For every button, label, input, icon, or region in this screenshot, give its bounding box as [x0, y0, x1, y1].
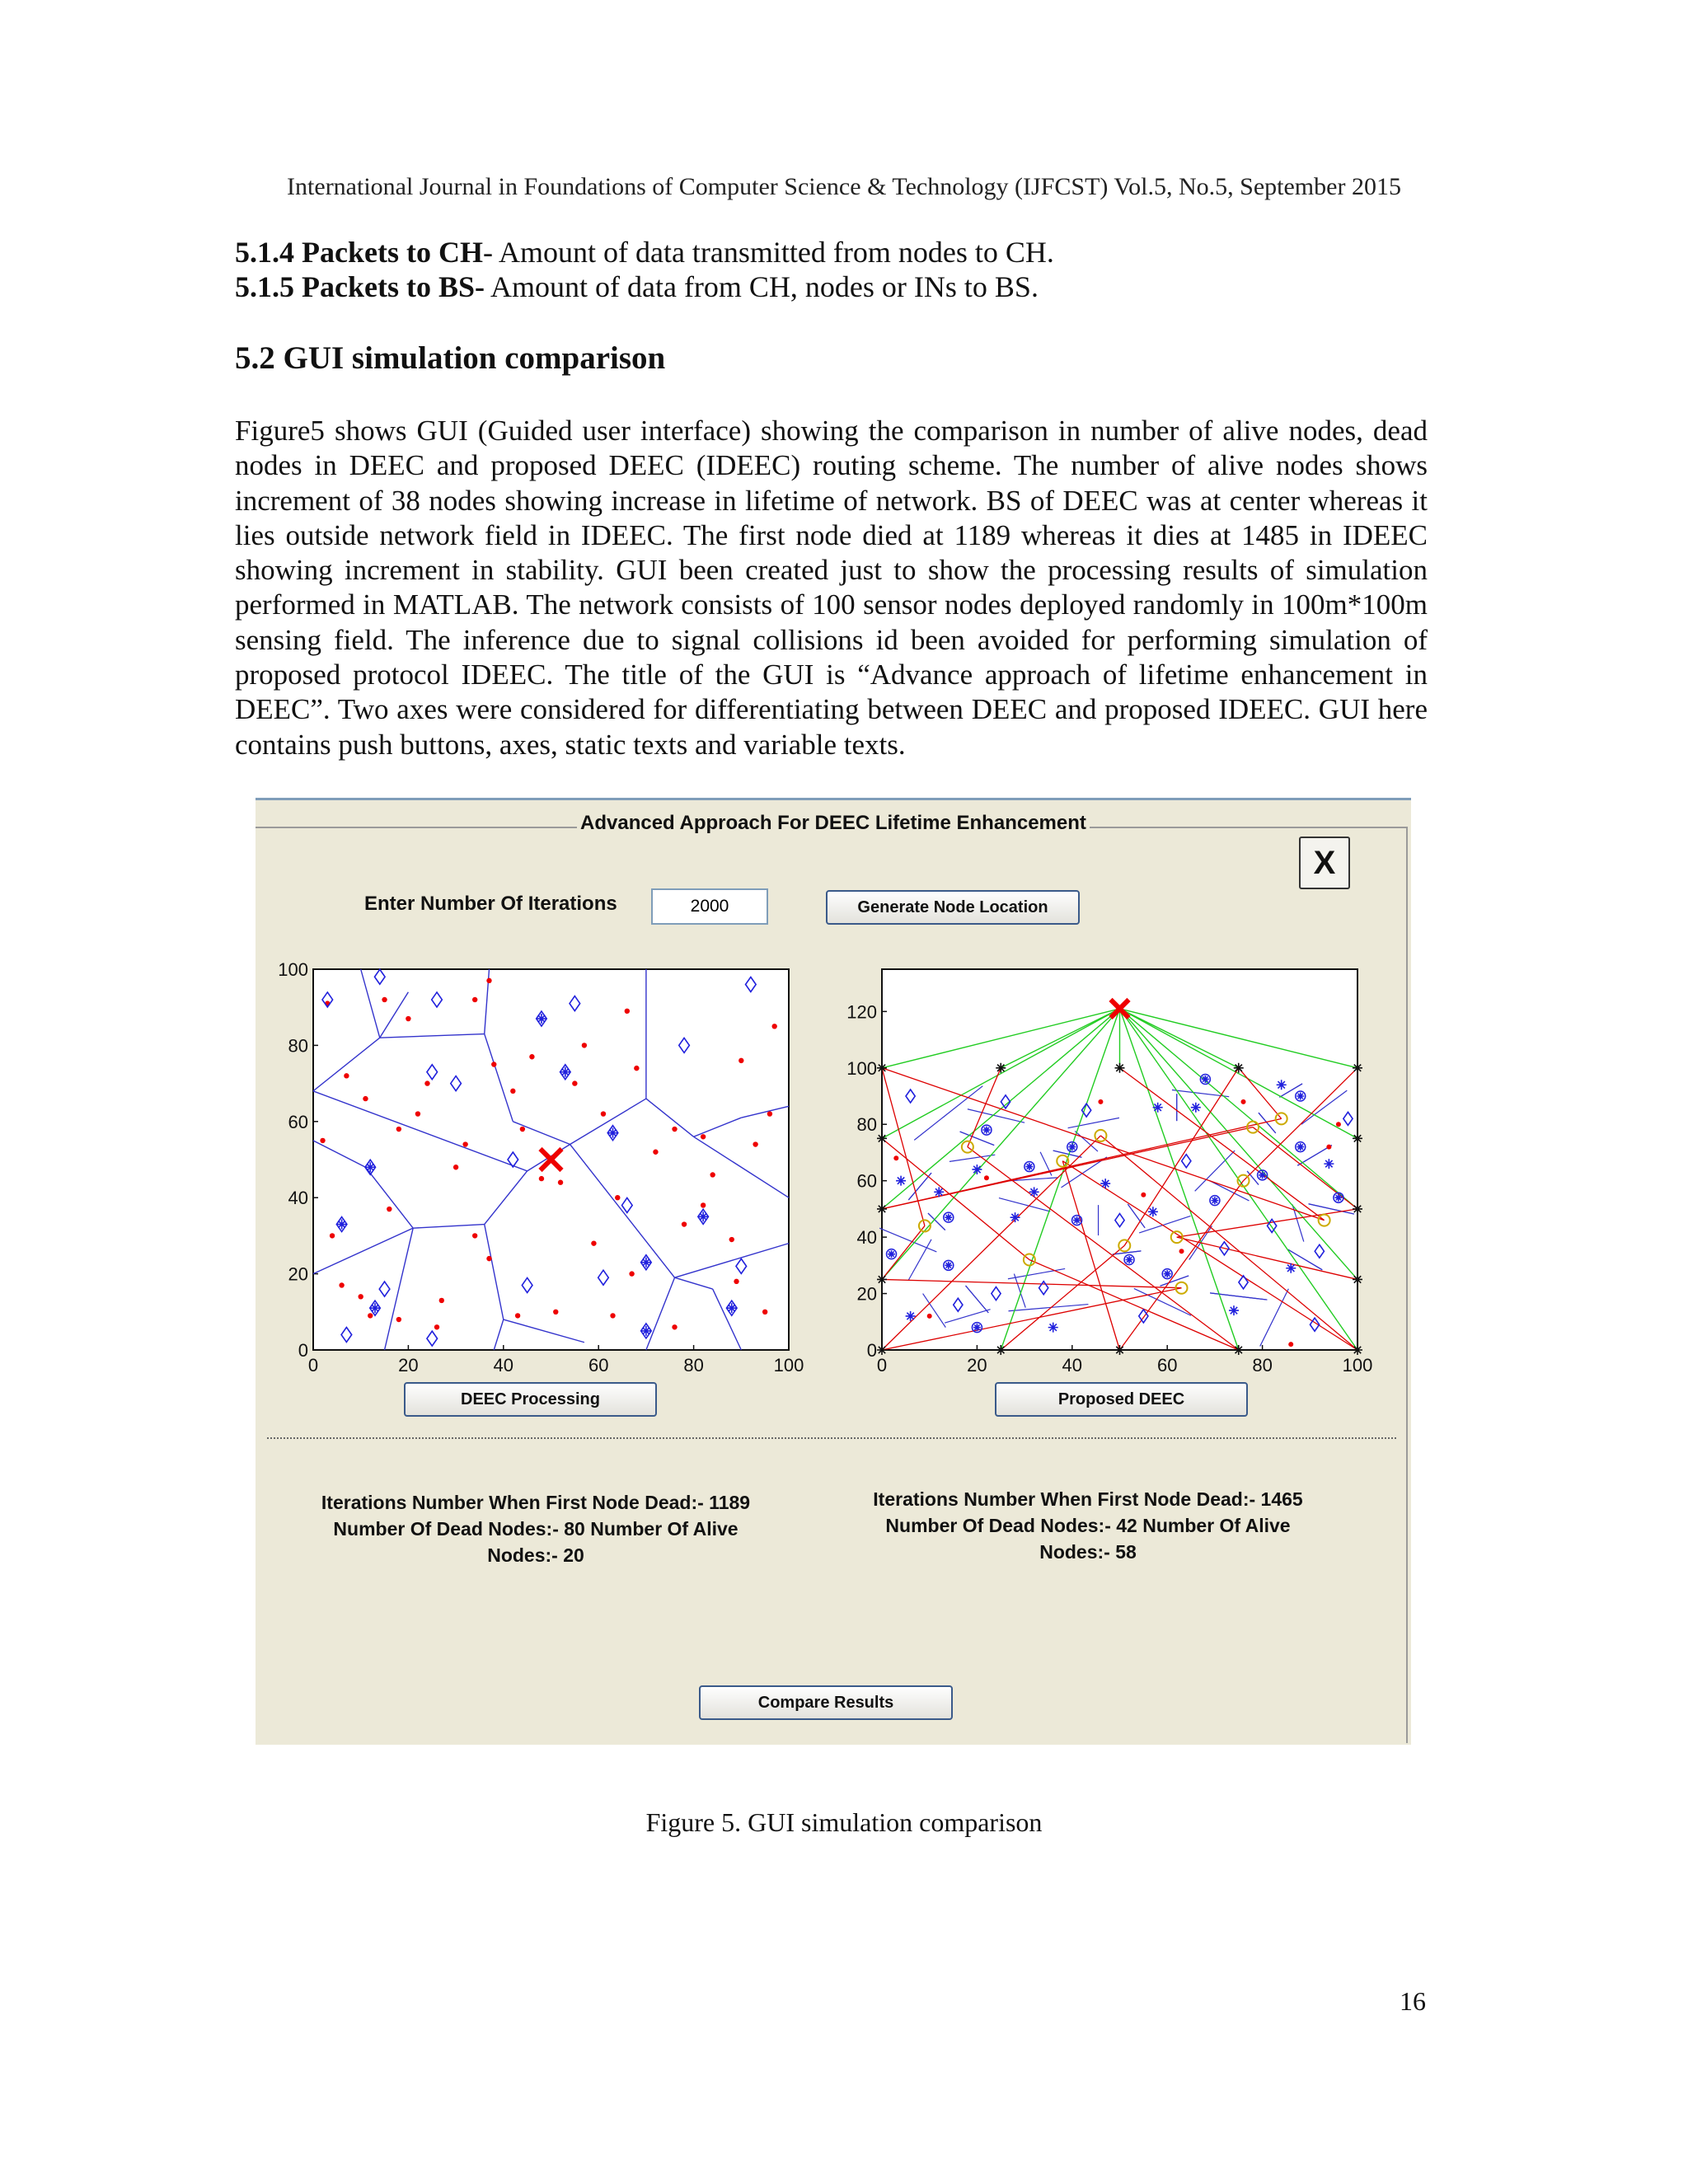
alive-node	[1048, 1323, 1058, 1333]
dead-node	[486, 978, 491, 983]
dead-node	[610, 1313, 615, 1318]
dead-node	[558, 1180, 563, 1185]
x-tick-label: 60	[588, 1355, 609, 1376]
subsection-packets-to-bs	[235, 269, 1039, 304]
journal-header: International Journal in Foundations of Computer Science & Technology (IJFCST) Vol.5, No.5, September 2015	[287, 173, 1401, 200]
dead-node	[368, 1313, 373, 1318]
intermediate-node	[877, 1345, 887, 1355]
dead-node	[515, 1313, 520, 1318]
dead-node	[701, 1202, 706, 1207]
intermediate-node	[877, 1063, 887, 1073]
dead-node	[734, 1279, 738, 1284]
intermediate-node	[996, 1063, 1006, 1073]
x-tick-label: 80	[1252, 1355, 1273, 1376]
dead-node	[682, 1221, 687, 1226]
ideec-first-dead: Iterations Number When First Node Dead:- 1465	[873, 1488, 1303, 1510]
dead-node	[753, 1141, 757, 1146]
intermediate-node	[1353, 1274, 1362, 1284]
dead-node	[1336, 1122, 1341, 1127]
dead-node	[1098, 1099, 1103, 1104]
alive-node	[1324, 1159, 1334, 1169]
deec-processing-button[interactable]: DEEC Processing	[404, 1382, 657, 1417]
dead-node	[486, 1256, 491, 1261]
dead-node	[1326, 1145, 1331, 1150]
intermediate-node	[1115, 1345, 1125, 1355]
y-tick-label: 80	[288, 1035, 308, 1057]
y-tick-label: 100	[278, 961, 308, 980]
section-title: 5.2 GUI simulation comparison	[235, 340, 666, 376]
generate-node-location-button[interactable]: Generate Node Location	[826, 890, 1080, 925]
intermediate-node	[1353, 1063, 1362, 1073]
intermediate-node	[1353, 1345, 1362, 1355]
dead-node	[510, 1089, 515, 1094]
dead-node	[601, 1111, 606, 1116]
dead-node	[382, 997, 387, 1002]
body-paragraph: Figure5 shows GUI (Guided user interface) showing the comparison in number of alive nodes, dead nodes in DEEC and proposed DEEC (IDEEC) routing scheme. The number of alive nodes shows increment of 38 nodes showing increase in lifetime of network. BS of DEEC was at center whereas it lies outside network field in IDEEC. The first node died at 1189 whereas it dies at 1485 in IDEEC showing increment in stability. GUI been created just to show the processing results of simulation performed in MATLAB. The network consists of 100 sensor nodes deployed randomly in 100m*100m sensing field. The inference due to signal collisions id been avoided for performing simulation of proposed protocol IDEEC. The title of the GUI is “Advance approach of lifetime enhancement in DEEC”. Two axes were considered for differentiating between DEEC and proposed IDEEC. GUI here contains push buttons, axes, static texts and variable texts.	[235, 415, 1428, 761]
dead-node	[1179, 1249, 1184, 1254]
gui-title: Advanced Approach For DEEC Lifetime Enhancement	[577, 812, 1090, 835]
alive-node	[972, 1165, 982, 1174]
dead-node	[520, 1127, 525, 1132]
subsection-title: 5.1.5 Packets to BS-	[235, 270, 485, 303]
dead-node	[553, 1310, 558, 1315]
deec-plot	[264, 961, 808, 1381]
dead-node	[415, 1111, 420, 1116]
dead-node	[893, 1155, 898, 1160]
y-tick-label: 60	[856, 1170, 877, 1192]
alive-node-star	[641, 1326, 651, 1336]
x-tick-label: 20	[967, 1355, 987, 1376]
dead-node	[762, 1310, 767, 1315]
proposed-deec-button[interactable]: Proposed DEEC	[995, 1382, 1248, 1417]
dead-node	[406, 1016, 410, 1021]
dead-node	[396, 1317, 401, 1322]
dead-node	[710, 1172, 715, 1177]
intermediate-node	[1353, 1204, 1362, 1214]
dead-node	[1288, 1342, 1293, 1347]
x-tick-label: 0	[307, 1355, 319, 1376]
dead-node	[1141, 1193, 1146, 1197]
dead-node	[462, 1141, 467, 1146]
dead-node	[672, 1324, 677, 1329]
x-tick-label: 40	[1062, 1355, 1083, 1376]
intermediate-node	[877, 1204, 887, 1214]
subsection-title: 5.1.4 Packets to CH	[235, 236, 483, 269]
alive-node-star	[365, 1162, 375, 1172]
ideec-plot	[832, 961, 1401, 1381]
y-tick-label: 40	[288, 1188, 308, 1209]
x-tick-label: 60	[1156, 1355, 1178, 1376]
alive-node-star	[560, 1067, 570, 1077]
x-tick-label: 20	[398, 1355, 419, 1376]
iterations-label: Enter Number Of Iterations	[364, 893, 617, 915]
dead-node	[330, 1233, 335, 1238]
dead-node	[1241, 1099, 1246, 1104]
intermediate-node	[1353, 1133, 1362, 1143]
dead-node	[491, 1062, 496, 1066]
deec-dead-count: Number Of Dead Nodes:- 80 Number Of Alive	[333, 1518, 738, 1540]
intermediate-node	[1234, 1063, 1244, 1073]
dead-node	[615, 1195, 620, 1200]
x-tick-label: 40	[493, 1355, 514, 1376]
alive-node	[1029, 1187, 1039, 1197]
alive-node	[1286, 1263, 1296, 1273]
dead-node	[539, 1176, 544, 1181]
intermediate-node	[877, 1274, 887, 1284]
x-tick-label: 100	[773, 1355, 804, 1376]
ideec-result	[857, 1486, 1319, 1565]
dead-node	[738, 1058, 743, 1063]
dead-node	[387, 1207, 392, 1212]
ideec-alive-count: Nodes:- 58	[1039, 1541, 1137, 1563]
x-tick-label: 80	[683, 1355, 704, 1376]
dead-node	[629, 1271, 634, 1276]
y-tick-label: 20	[856, 1283, 877, 1305]
dead-node	[359, 1294, 363, 1299]
dead-node	[344, 1073, 349, 1078]
alive-node	[1100, 1179, 1110, 1188]
y-tick-label: 40	[856, 1227, 877, 1249]
dead-node	[424, 1080, 429, 1085]
dead-node	[582, 1043, 587, 1047]
deec-first-dead: Iterations Number When First Node Dead:- 1189	[321, 1492, 751, 1513]
alive-node	[1229, 1305, 1239, 1315]
alive-node	[1277, 1080, 1287, 1090]
ideec-dead-count: Number Of Dead Nodes:- 42 Number Of Alive	[885, 1515, 1291, 1536]
dead-node	[529, 1054, 534, 1059]
alive-node	[896, 1176, 906, 1186]
alive-node	[1148, 1207, 1158, 1216]
y-tick-label: 60	[288, 1111, 308, 1132]
y-tick-label: 120	[846, 1001, 877, 1023]
dead-node	[339, 1282, 344, 1287]
x-tick-label: 0	[876, 1355, 888, 1376]
y-tick-label: 20	[288, 1263, 308, 1285]
gui-window	[256, 798, 1411, 1745]
subsection-packets-to-ch	[235, 235, 1054, 269]
dead-node	[625, 1009, 630, 1014]
alive-node	[906, 1311, 916, 1321]
dead-node	[453, 1165, 458, 1169]
intermediate-node	[996, 1345, 1006, 1355]
subsection-body: - Amount of data transmitted from nodes to CH.	[482, 236, 1054, 269]
divider	[267, 1437, 1396, 1441]
dead-node	[771, 1024, 776, 1029]
alive-node	[1153, 1103, 1163, 1113]
alive-node	[934, 1187, 944, 1197]
dead-node	[767, 1111, 772, 1116]
y-tick-label: 0	[866, 1340, 877, 1361]
deec-result	[305, 1489, 767, 1568]
dead-node	[672, 1127, 677, 1132]
dead-node	[472, 997, 477, 1002]
dead-node	[439, 1298, 444, 1303]
dead-node	[472, 1233, 477, 1238]
close-button[interactable]: X	[1299, 837, 1350, 889]
dead-node	[701, 1134, 706, 1139]
intermediate-node	[1234, 1345, 1244, 1355]
dead-node	[634, 1066, 639, 1071]
page-number: 16	[1400, 1986, 1426, 2016]
dead-node	[984, 1175, 989, 1180]
alive-node-star	[641, 1258, 651, 1268]
subsection-body: Amount of data from CH, nodes or INs to BS.	[484, 270, 1039, 303]
y-tick-label: 80	[856, 1114, 877, 1136]
y-tick-label: 0	[298, 1340, 308, 1361]
x-tick-label: 100	[1342, 1355, 1373, 1376]
dead-node	[927, 1314, 932, 1319]
iterations-input[interactable]	[651, 888, 768, 925]
intermediate-node	[1115, 1063, 1125, 1073]
figure-caption: Figure 5. GUI simulation comparison	[645, 1807, 1043, 1837]
alive-node-star	[698, 1212, 708, 1221]
dead-node	[729, 1237, 734, 1242]
dead-node	[591, 1240, 596, 1245]
intermediate-node	[877, 1133, 887, 1143]
dead-node	[396, 1127, 401, 1132]
deec-alive-count: Nodes:- 20	[487, 1544, 584, 1566]
dead-node	[572, 1080, 577, 1085]
y-tick-label: 100	[846, 1057, 877, 1079]
dead-node	[434, 1324, 439, 1329]
dead-node	[653, 1150, 658, 1155]
compare-results-button[interactable]: Compare Results	[699, 1685, 953, 1720]
dead-node	[320, 1138, 325, 1143]
dead-node	[363, 1096, 368, 1101]
